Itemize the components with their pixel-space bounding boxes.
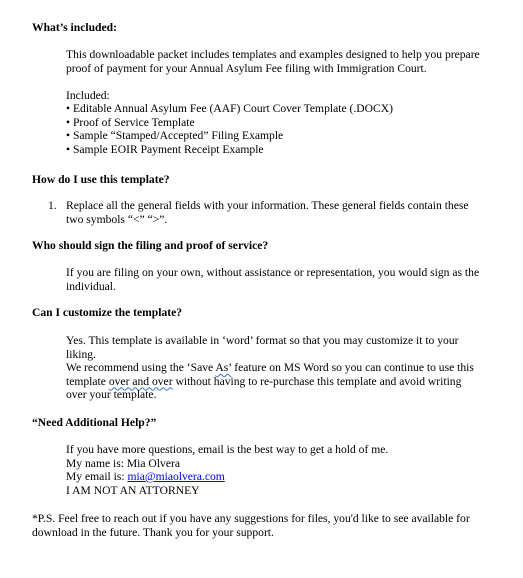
list-item: • Sample “Stamped/Accepted” Filing Example bbox=[66, 129, 284, 142]
body-line: If you are filing on your own, without assistance or representation, you would sign as the bbox=[66, 266, 480, 279]
whats-included-intro bbox=[66, 48, 496, 156]
section-heading-who-signs: Who should sign the filing and proof of service? bbox=[32, 239, 269, 252]
intro-line: This downloadable packet includes templates and examples designed to help you prepare bbox=[66, 48, 480, 61]
help-line: If you have more questions, email is the best way to get a hold of me. bbox=[66, 443, 389, 456]
footnote-line: *P.S. Feel free to reach out if you have any suggestions for files, you'd like to see available for bbox=[32, 512, 470, 525]
body-line: individual. bbox=[66, 279, 116, 293]
list-number: 1. bbox=[48, 199, 57, 212]
footnote-line: download in the future. Thank you for your support. bbox=[32, 525, 274, 539]
disclaimer: I AM NOT AN ATTORNEY bbox=[66, 483, 200, 497]
list-item: • Editable Annual Asylum Fee (AAF) Court Cover Template (.DOCX) bbox=[66, 102, 393, 115]
help-body bbox=[66, 443, 496, 497]
list-item: • Sample EOIR Payment Receipt Example bbox=[66, 142, 264, 156]
email-line: My email is: mia@miaolvera.com bbox=[66, 470, 225, 483]
spellcheck-underline: As’ bbox=[215, 361, 232, 374]
section-heading-whats-included: What’s included: bbox=[32, 21, 117, 34]
email-link[interactable]: mia@miaolvera.com bbox=[127, 470, 225, 483]
intro-line: proof of payment for your Annual Asylum Fee filing with Immigration Court. bbox=[66, 61, 427, 75]
recommend-line: We recommend using the ‘Save As’ feature on MS Word so you can continue to use this bbox=[66, 361, 474, 374]
body-line: liking. bbox=[66, 347, 96, 361]
body-line: Yes. This template is available in ‘word’ format so that you may customize it to your bbox=[66, 334, 459, 347]
item-line: two symbols “<” “>”. bbox=[66, 212, 168, 226]
list-item: • Proof of Service Template bbox=[66, 115, 195, 129]
recommend-line: template over and over without having to re-purchase this template and avoid writing bbox=[66, 374, 462, 388]
section-heading-how-to-use: How do I use this template? bbox=[32, 173, 170, 186]
author-name: My name is: Mia Olvera bbox=[66, 456, 180, 470]
section-heading-help: “Need Additional Help?” bbox=[32, 416, 157, 429]
section-heading-customize: Can I customize the template? bbox=[32, 306, 183, 319]
included-label: Included: bbox=[66, 88, 110, 102]
who-signs-body bbox=[66, 266, 496, 293]
footnote bbox=[32, 512, 502, 539]
spellcheck-underline: over and over bbox=[108, 374, 173, 388]
item-line: Replace all the general fields with your information. These general fields contain these bbox=[66, 199, 469, 212]
recommend-line: over your template. bbox=[66, 388, 157, 401]
customize-body bbox=[66, 334, 496, 402]
